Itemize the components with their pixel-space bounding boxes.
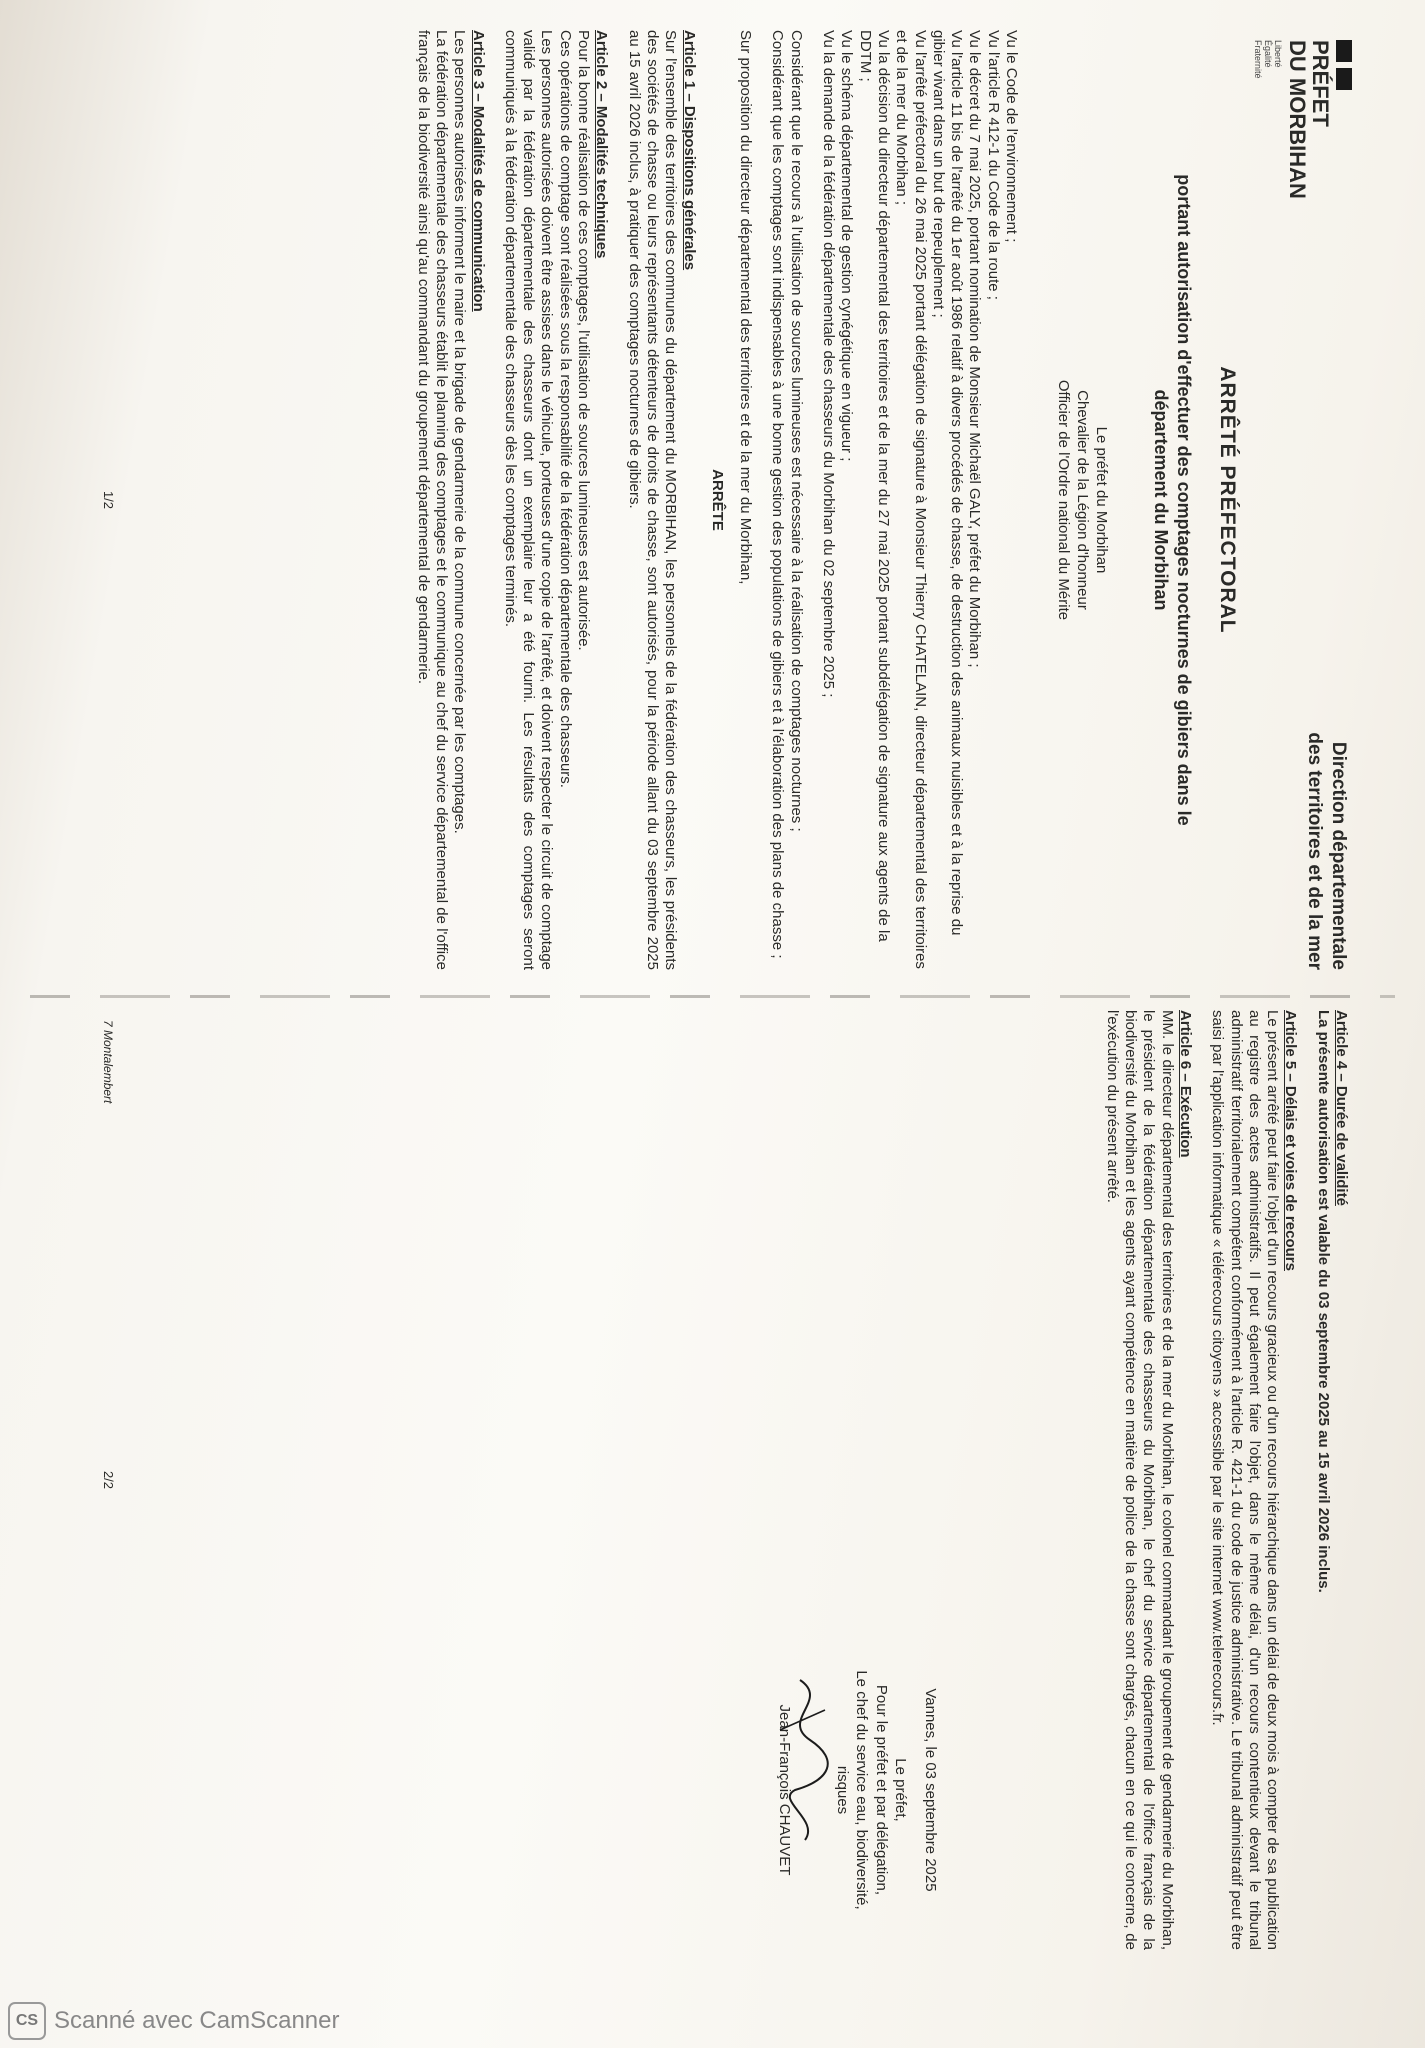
- marianne-logo-icon: [1336, 40, 1352, 300]
- article-4-title: Article 4 – Durée de validité: [1333, 1010, 1350, 1206]
- article-4-text: La présente autorisation est valable du 03 septembre 2025 au 15 avril 2026 inclus.: [1314, 1010, 1332, 1593]
- sign-line: Le chef du service eau, biodiversité, risques: [834, 1670, 871, 1910]
- proposition-line: Sur proposition du directeur départemental des territoires et de la mer du Morbihan,: [737, 30, 755, 585]
- vu-line: Vu le schéma départemental de gestion cynégétique en vigueur ;: [838, 30, 856, 462]
- considerant-line: Considérant que le recours à l'utilisation de sources lumineuses est nécessaire à la réalisation de comptages nocturnes ;: [787, 30, 805, 832]
- article-2-text: Ces opérations de comptage sont réalisées sous la responsabilité de la fédération départementale des chasseurs.: [556, 30, 574, 788]
- prefet-line: Chevalier de la Légion d'honneur: [1074, 390, 1092, 610]
- vu-line: Vu la décision du directeur départemental des territoires et de la mer du 27 mai 2025 portant subdélégation de signature aux agents de la DDTM ;: [856, 30, 892, 942]
- page-one-body: [413, 30, 1020, 970]
- article-3-text: La fédération départementale des chasseurs établit le planning des comptages et le communique au chef du service départemental de l'office français de la biodiversité ainsi qu'au commandant du groupement départemental de gendarmerie.: [414, 30, 450, 970]
- logo-text: PRÉFET DU MORBIHAN: [1284, 40, 1333, 199]
- article-2-text: Pour la bonne réalisation de ces comptages, l'utilisation de sources lumineuses est autorisée.: [575, 30, 593, 651]
- page-number: 2/2: [101, 1470, 117, 1490]
- page-two: [80, 1000, 1360, 1960]
- camscanner-text: Scanné avec CamScanner: [54, 2007, 340, 2034]
- article-3-title: Article 3 – Modalités de communication: [469, 30, 487, 312]
- page-fold-line: [30, 995, 1395, 998]
- prefet-line: Officier de l'Ordre national du Mérite: [1055, 379, 1073, 621]
- camscanner-logo-icon: CS: [8, 2002, 46, 2040]
- arrete-heading: ARRÊTE: [708, 469, 726, 531]
- article-5-text: Le présent arrêté peut faire l'objet d'un recours gracieux ou d'un recours hiérarchique dans un délai de deux mois à compter de sa publication au registre des actes administratifs. Il peut également faire l'objet, dans le même délai, d'un recours contentieux devant le tribunal administratif territorialement compétent conformément à l'article R. 421-1 du code de justice administrative. Le tribunal administratif peut être saisi par l'application informatique « télérecours citoyens » accessible par le site internet www.telerecours.fr.: [1209, 1010, 1282, 1950]
- article-1-text: Sur l'ensemble des territoires des communes du département du MORBIHAN, les personnels de la fédération des chasseurs, les présidents des sociétés de chasse ou leurs représentants détenteurs de droits de chasse, sont autorisés, pour la période allant du 03 septembre 2025 au 15 avril 2026 inclus, à pratiquer des comptages nocturnes de gibiers.: [625, 30, 680, 970]
- article-2-title: Article 2 – Modalités techniques: [593, 30, 611, 259]
- prefet-line: Le préfet du Morbihan: [1093, 426, 1110, 574]
- vu-line: Vu l'arrêté préfectoral du 26 mai 2025 portant délégation de signature à Monsieur Thierry CHATELAIN, directeur départemental des territoires et de la mer du Morbihan ;: [893, 30, 929, 969]
- vu-line: Vu l'article R 412-1 du Code de la route ;: [984, 30, 1002, 300]
- document-title: ARRÊTÉ PRÉFECTORAL: [1216, 366, 1239, 634]
- signer-name: Jean-François CHAUVET: [776, 1704, 794, 1876]
- vu-line: Vu le décret du 7 mai 2025, portant nomination de Monsieur Michaël GALY, préfet du Morbihan ;: [966, 30, 984, 668]
- article-6-title: Article 6 – Exécution: [1176, 1010, 1194, 1158]
- sign-line: Pour le préfet et par délégation,: [873, 1684, 890, 1896]
- sign-line: Le préfet,: [892, 1758, 910, 1822]
- page-two-body: [1102, 1010, 1350, 1950]
- handwritten-signature-icon: [770, 1670, 840, 1850]
- article-6-text: MM. le directeur départemental des territoires et de la mer du Morbihan, le colonel commandant le groupement de gendarmerie du Morbihan, le président de la fédération départementale des chasseurs du Morbihan, le chef du service départemental de l'office français de la biodiversité du Morbihan et les agents ayant compétence en matière de police de la chasse sont chargés, chacun en ce qui le concerne, de l'exécution du présent arrêté.: [1103, 1010, 1176, 1950]
- footer-address: 7 Montalembert: [101, 1020, 115, 1104]
- page-one: [80, 20, 1360, 980]
- vu-line: Vu le Code de l'environnement ;: [1003, 30, 1020, 243]
- prefet-logo: [1252, 40, 1352, 300]
- considerant-line: Considérant que les comptages sont indispensables à une bonne gestion des populations de gibiers et à l'élaboration des plans de chasse ;: [769, 30, 787, 959]
- article-3-text: Les personnes autorisées informent le maire et la brigade de gendarmerie de la commune concernée par les comptages.: [451, 30, 469, 834]
- vu-line: Vu la demande de la fédération départementale des chasseurs du Morbihan du 02 septembre 2025 ;: [820, 30, 838, 698]
- article-5-title: Article 5 – Délais et voies de recours: [1282, 1010, 1300, 1271]
- page-number: 1/2: [101, 490, 117, 510]
- document-subject: portant autorisation d'effectuer des comptages nocturnes de gibiers dans le département du Morbihan: [1150, 174, 1194, 826]
- prefet-titles: [1054, 20, 1110, 980]
- article-2-text: Les personnes autorisées doivent être assises dans le véhicule, porteuses d'une copie de l'arrêté, et doivent respecter le circuit de comptage validé par la fédération départementale des chasseurs dont un exemplaire leur a été fourni. Les résultats des comptages seront communiqués à la fédération départementale des chasseurs dès les comptages terminés.: [501, 30, 556, 970]
- issuing-direction: Direction départementale des territoires et de la mer: [1304, 732, 1349, 970]
- vu-line: Vu l'article 11 bis de l'arrêté du 1er août 1986 relatif à divers procédés de chasse, de destruction des animaux nuisibles et à la reprise du gibier vivant dans un but de repeuplement ;: [929, 30, 966, 936]
- camscanner-watermark: [8, 2002, 340, 2040]
- place-date: Vannes, le 03 septembre 2025: [922, 1688, 939, 1892]
- motto: Liberté Égalité Fraternité: [1253, 40, 1283, 79]
- article-1-title: Article 1 – Dispositions générales: [680, 30, 698, 271]
